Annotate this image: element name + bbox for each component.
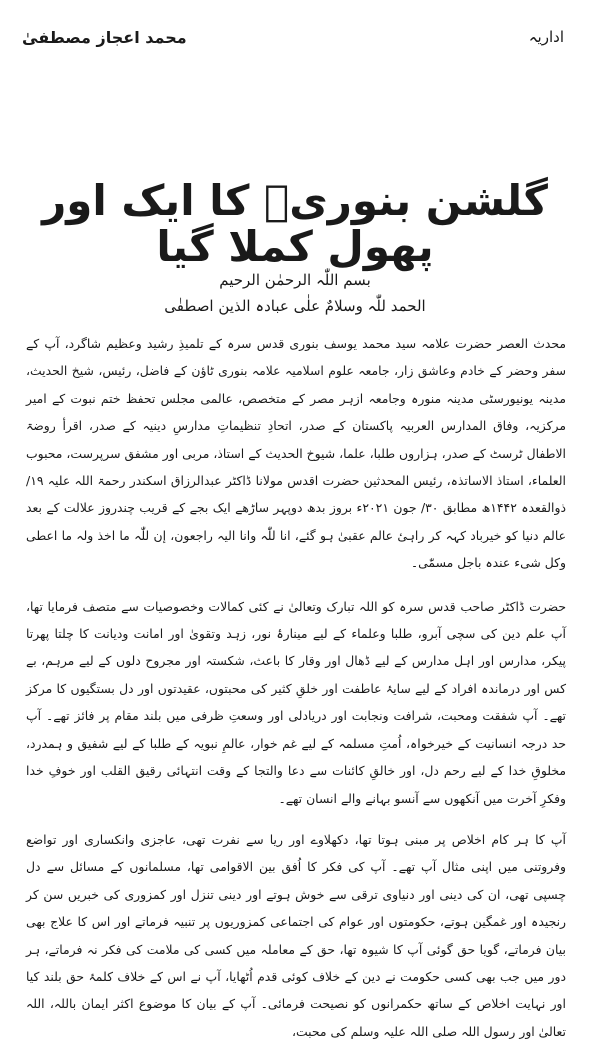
paragraph: آپ کا ہر کام اخلاص پر مبنی ہوتا تھا، دکھلاوے اور ریا سے نفرت تھی، عاجزی وانکساری اور تواضع وفروتنی میں اپنی مثال آپ تھے۔ آپ کی فکر کا اُفق بین الاقوامی تھا، مسلمانوں کے مسائل سے دل چسپی تھی، ان کی دینی اور دنیاوی ترقی سے خوش ہوتے اور دینی تنزل اور کمزوری کی خبریں سن کر رنجیدہ اور غمگین ہوتے، حکومتوں اور عوام کی اجتماعی کمزوریوں پر تنبیہ فرماتے اور اس کا علاج بھی بیان فرماتے، گویا حق گوئی آپ کا شیوہ تھا، حق کے معاملہ میں کسی کی ملامت کی فکر نہ فرماتے، ہر دور میں جب بھی کسی حکومت نے دین کے خلاف کوئی قدم اُٹھایا، آپ نے اس کے خلاف کلمۂ حق بلند کیا اور نہایت اخلاص کے ساتھ حکمرانوں کو نصیحت فرمائی۔ آپ کے بیان کا موضوع اکثر ایمان باللہ، اللہ تعالیٰ اور رسول اللہ صلی اللہ علیہ وسلم کی محبت، (26, 831, 566, 1039)
article-title: گلشن بنوریؒ کا ایک اور پھول کملا گیا (42, 176, 548, 272)
section-label: اداریہ (528, 28, 564, 46)
basmala: بسم اللّٰہ الرحمٰن الرحیم (219, 271, 371, 289)
paragraph: حضرت ڈاکٹر صاحب قدس سرہ کو اللہ تبارک وتعالیٰ نے کئی کمالات وخصوصیات سے متصف فرمایا تھا، آپ علم دین کی سچی آبرو، طلبا وعلماء کے لیے مینارۂ نور، زہد وتقویٰ اور امانت ودیانت کا چلتا پھرتا پیکر، مدارس اور اہل مدارس کے لیے ڈھال اور وقار کا باعث، شکستہ اور مجروح دلوں کے لیے مرہم، بے کس اور درماندہ افراد کے لیے سایۂ عاطفت اور خلقِ کثیر کی محبتوں، عقیدتوں اور دل بستگیوں کا مرکز تھے۔ آپ شفقت ومحبت، شرافت ونجابت اور دریادلی اور وسعتِ ظرفی میں بلند مقام پر فائز تھے۔ آپ حد درجہ انسانیت کے خیرخواہ، اُمتِ مسلمہ کے لیے غم خوار، عالمِ نبویہ کے طلبا کے لیے شفیق و ہمدرد، مخلوقِ خدا کے لیے رحم دل، اور خالقِ کائنات سے دعا والتجا کے وقت انتہائی رقیق القلب اور خوفِ خدا وفکرِ آخرت میں آنکھوں سے آنسو بہانے والے انسان تھے۔ (26, 598, 566, 806)
hamd-line: الحمد للّٰہ وسلامٌ علٰی عبادہ الذین اصطفٰی (164, 297, 426, 315)
paragraph: محدث العصر حضرت علامہ سید محمد یوسف بنوری قدس سرہ کے تلمیذِ رشید وعظیم شاگرد، آپ کے سفر وحضر کے خادم وعاشق زار، جامعہ علوم اسلامیہ علامہ بنوری ٹاؤن کے فاضل، رئیس، شیخ الحدیث، مدینہ یونیورسٹی مدینہ منورہ وجامعہ ازہر مصر کے متخصص، عالمی مجلس تحفظ ختم نبوت کے امیر مرکزیہ، وفاق المدارس العربیہ پاکستان کے صدر، اتحادِ تنظیماتِ مدارسِ دینیہ کے صدر، اقرأ روضۃ الاطفال ٹرسٹ کے صدر، ہزاروں طلبا، علما، شیوخ الحدیث کے استاذ، مربی اور مشفق سرپرست، محبوب العلماء، استاذ الاساتذہ، رئیس المحدثین حضرت اقدس مولانا ڈاکٹر عبدالرزاق اسکندر رحمۃ اللہ علیہ ۱۹/ ذوالقعدہ ۱۴۴۲ھ مطابق ۳۰/ جون ۲۰۲۱ء بروز بدھ دوپہر ساڑھے ایک بجے کے قریب چندروز علالت کے بعد عالم دنیا کو خیرباد کہہ کر راہیٔ عالم عقبیٰ ہو گئے، انا للّٰہ وانا الیہ راجعون، إن للّٰہ ما اخذ ولہ ما اعطی وکل شیء عندہ باجل مسمّٰی۔ (26, 336, 567, 571)
author-name: محمد اعجاز مصطفیٰ (22, 28, 187, 47)
article-body (26, 330, 566, 1059)
